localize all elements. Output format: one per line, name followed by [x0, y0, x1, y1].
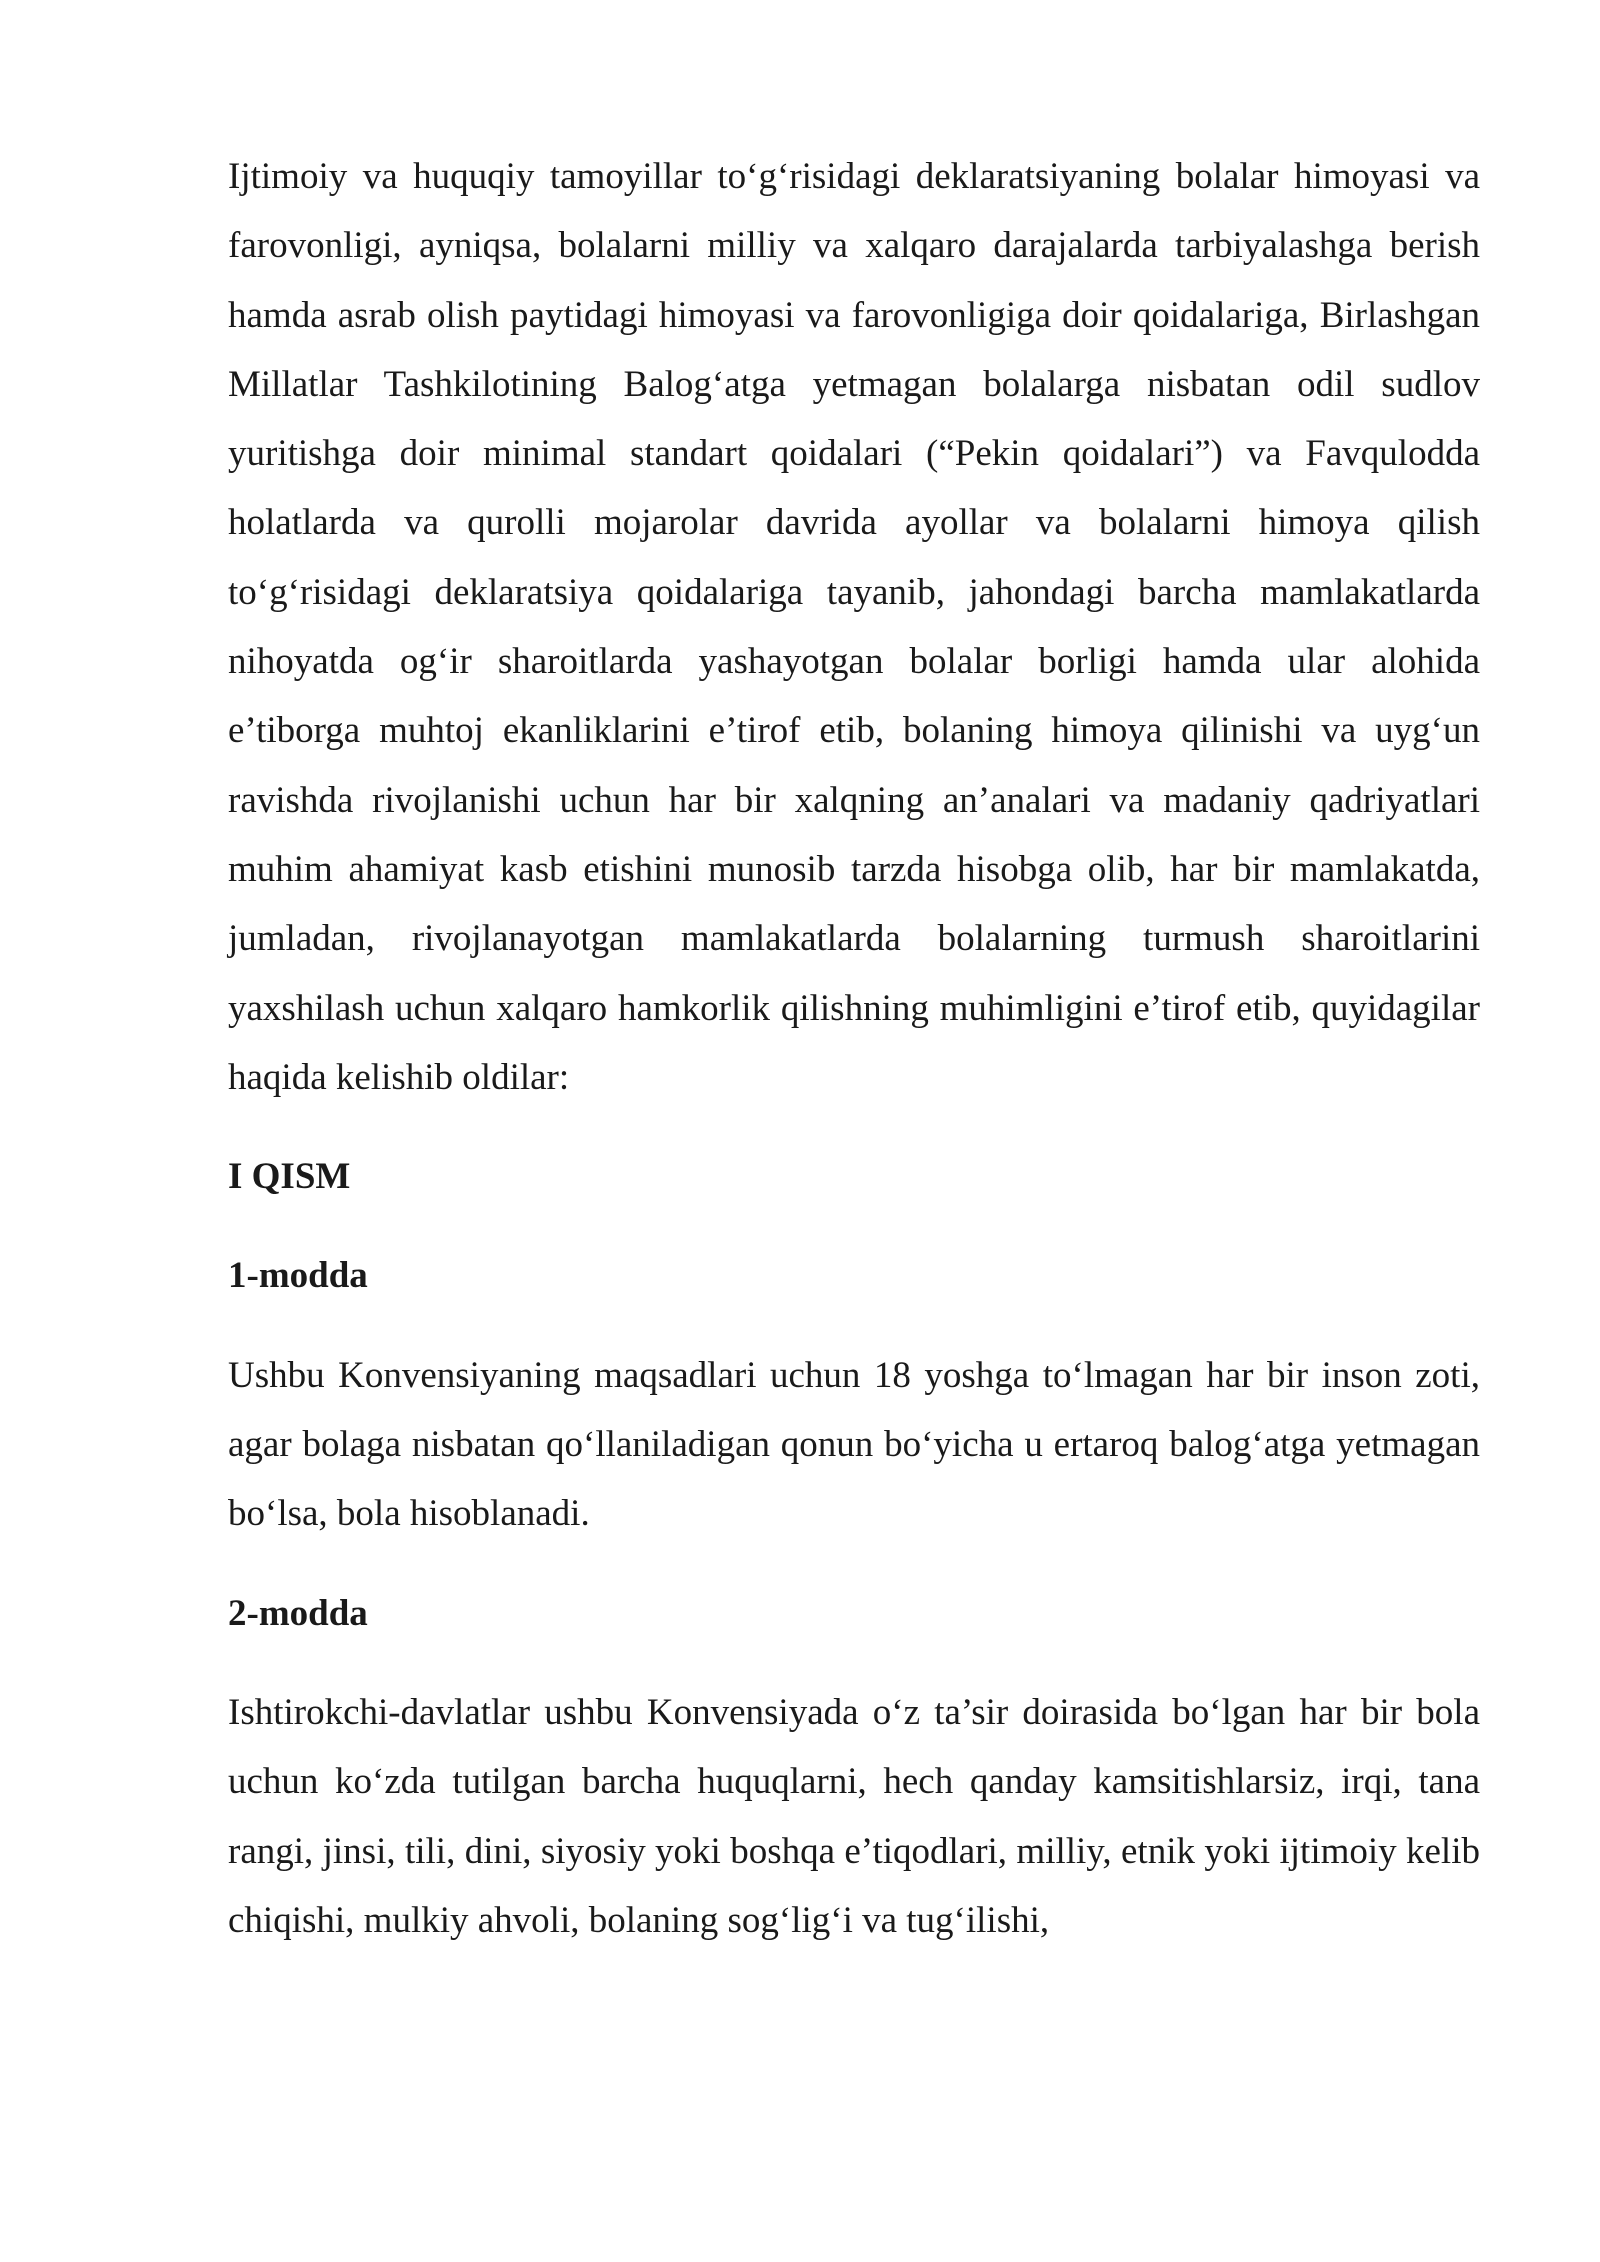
article-1-heading: 1-modda [228, 1255, 368, 1297]
part-heading: I QISM [228, 1156, 351, 1198]
article-2-heading: 2-modda [228, 1592, 368, 1634]
intro-paragraph: Ijtimoiy va huquqiy tamoyillar to‘g‘risidagi deklaratsiyaning bolalar himoyasi va farovonligi, ayniqsa, bolalarni milliy va xalqaro darajalarda tarbiyalashga berish hamda asrab olish paytidagi himoyasi va farovonligiga doir qoidalariga, Birlashgan Millatlar Tashkilotining Balog‘atga yetmagan bolalarga nisbatan odil sudlov yuritishga doir minimal standart qoidalari (“Pekin qoidalari”) va Favqulodda holatlarda va qurolli mojarolar davrida ayollar va bolalarni himoya qilish to‘g‘risidagi deklaratsiya qoidalariga tayanib, jahondagi barcha mamlakatlarda nihoyatda og‘ir sharoitlarda yashayotgan bolalar borligi hamda ular alohida e’tiborga muhtoj ekanliklarini e’tirof etib, bolaning himoya qilinishi va uyg‘un ravishda rivojlanishi uchun har bir xalqning an’analari va madaniy qadriyatlari muhim ahamiyat kasb etishini munosib tarzda hisobga olib, har bir mamlakatda, jumladan, rivojlanayotgan mamlakatlarda bolalarning turmush sharoitlarini yaxshilash uchun xalqaro hamkorlik qilishning muhimligini e’tirof etib, quyidagilar haqida kelishib oldilar: [228, 156, 1480, 1098]
document-body [228, 142, 1480, 1955]
article-2-text: Ishtirokchi-davlatlar ushbu Konvensiyada o‘z ta’sir doirasida bo‘lgan har bir bola uchun ko‘zda tutilgan barcha huquqlarni, hech qanday kamsitishlarsiz, irqi, tana rangi, jinsi, tili, dini, siyosiy yoki boshqa e’tiqodlari, milliy, etnik yoki ijtimoiy kelib chiqishi, mulkiy ahvoli, bolaning sog‘lig‘i va tug‘ilishi, [228, 1691, 1480, 1941]
article-1-text: Ushbu Konvensiyaning maqsadlari uchun 18 yoshga to‘lmagan har bir inson zoti, agar bolaga nisbatan qo‘llaniladigan qonun bo‘yicha u ertaroq balog‘atga yetmagan bo‘lsa, bola hisoblanadi. [228, 1354, 1480, 1535]
